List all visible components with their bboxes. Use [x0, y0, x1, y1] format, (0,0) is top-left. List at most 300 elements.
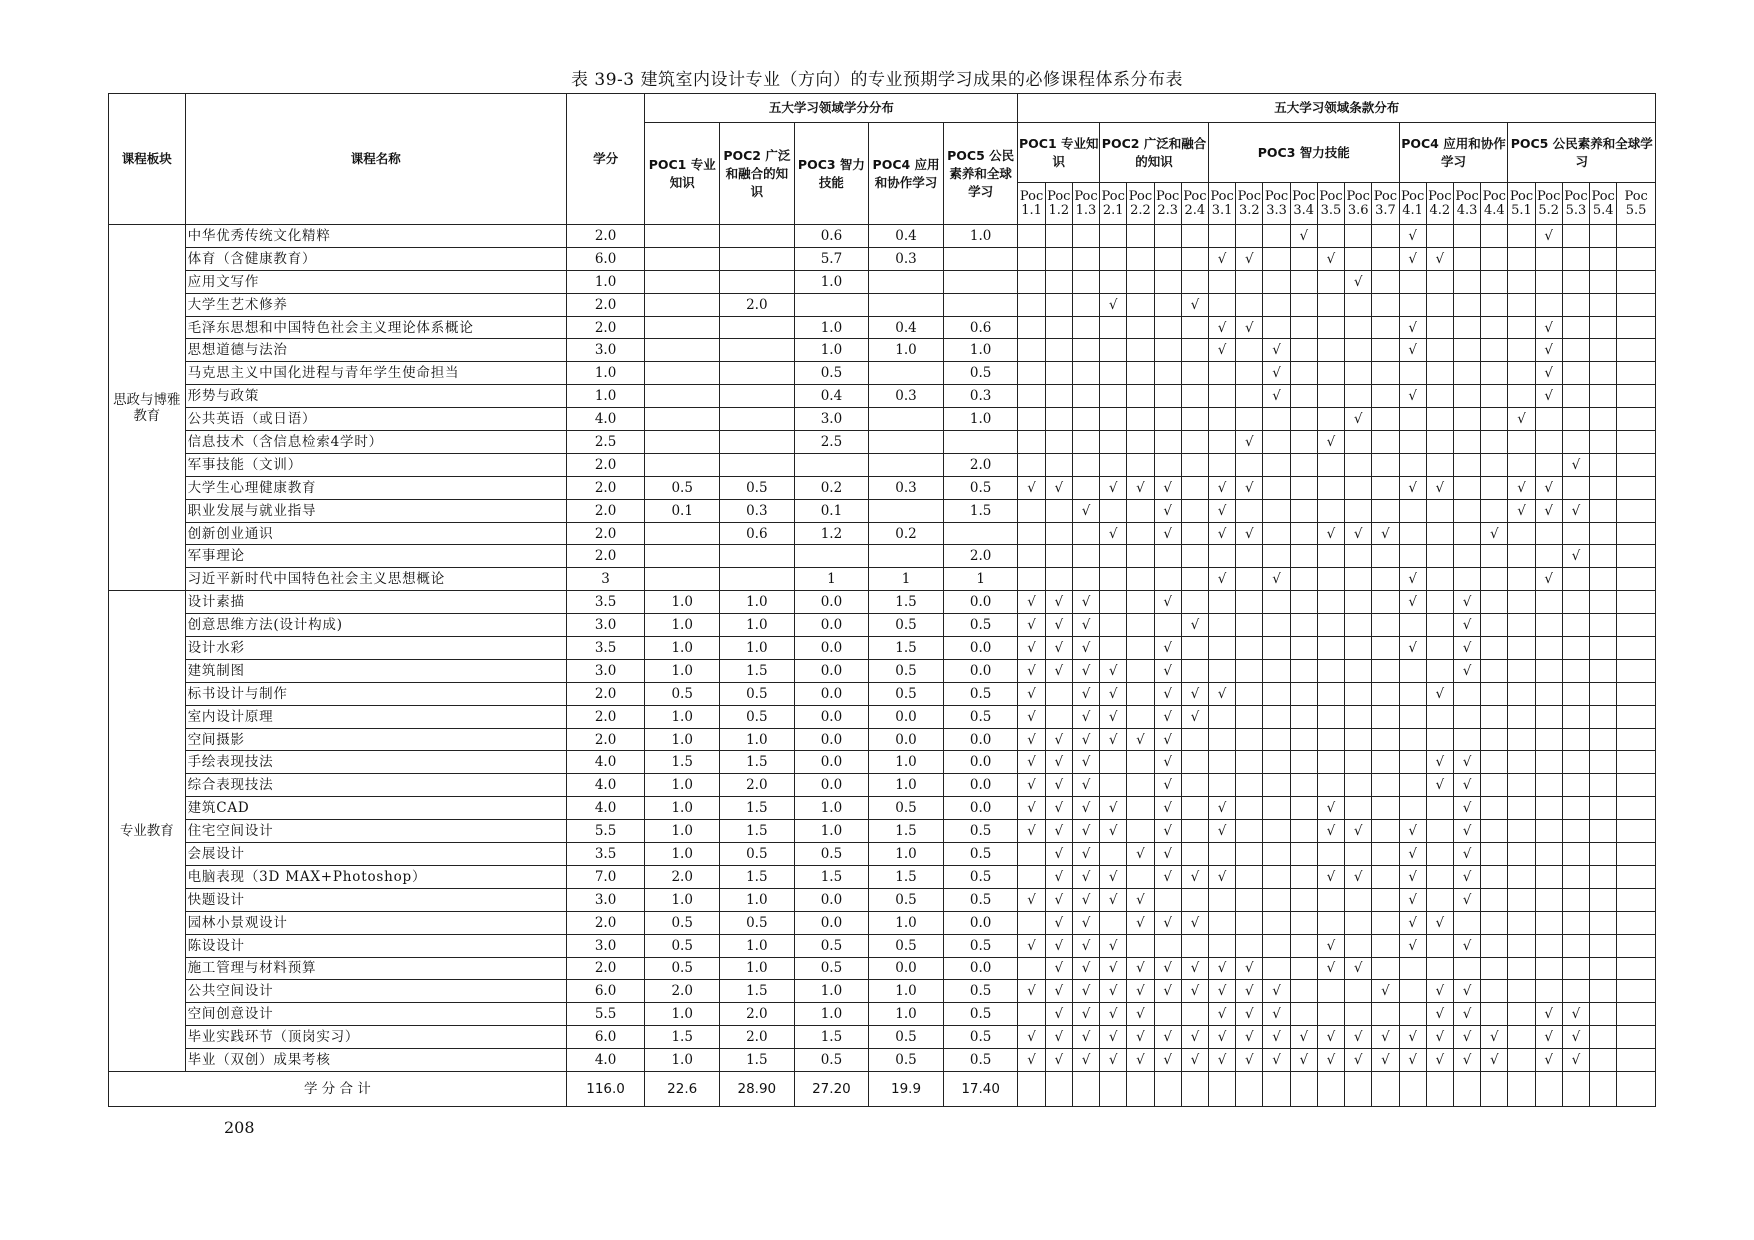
poc-cell — [1617, 453, 1656, 476]
check-mark: √ — [1045, 637, 1072, 660]
check-mark: √ — [1154, 797, 1181, 820]
check-mark: √ — [1317, 820, 1344, 843]
poc-cell — [1426, 545, 1453, 568]
poc-cell — [1345, 476, 1372, 499]
poc-cell — [1290, 316, 1317, 339]
check-mark: √ — [1535, 568, 1562, 591]
poc-cell — [1236, 499, 1263, 522]
poc-cell — [1372, 728, 1399, 751]
header-sub-poc: Poc 5.5 — [1617, 183, 1656, 225]
poc-cell — [1535, 774, 1562, 797]
poc-credit-value: 2.0 — [645, 980, 720, 1003]
check-mark: √ — [1345, 820, 1372, 843]
poc-credit-value: 1 — [869, 568, 944, 591]
check-mark: √ — [1045, 774, 1072, 797]
check-mark: √ — [1453, 843, 1480, 866]
header-sub-poc: Poc 1.2 — [1045, 183, 1072, 225]
poc-credit-value: 0.5 — [943, 614, 1018, 637]
header-credit-poc: POC5 公民素养和全球学习 — [943, 123, 1018, 225]
check-mark: √ — [1372, 980, 1399, 1003]
course-credit: 2.0 — [566, 316, 645, 339]
poc-cell — [1562, 225, 1589, 248]
table-row — [109, 225, 1656, 248]
poc-cell — [1453, 453, 1480, 476]
table-row — [109, 247, 1656, 270]
poc-cell — [1345, 728, 1372, 751]
poc-cell — [1617, 934, 1656, 957]
check-mark: √ — [1100, 820, 1127, 843]
poc-cell — [1590, 499, 1617, 522]
poc-cell — [1617, 591, 1656, 614]
poc-cell — [1072, 225, 1099, 248]
course-name: 职业发展与就业指导 — [185, 499, 566, 522]
poc-credit-value: 0.5 — [720, 911, 795, 934]
table-caption: 表 39-3 建筑室内设计专业（方向）的专业预期学习成果的必修课程体系分布表 — [571, 70, 1183, 90]
poc-credit-value: 1.5 — [720, 659, 795, 682]
check-mark: √ — [1072, 1003, 1099, 1026]
poc-cell — [1562, 728, 1589, 751]
poc-credit-value: 1.0 — [869, 1003, 944, 1026]
header-sub-poc: Poc 2.1 — [1100, 183, 1127, 225]
check-mark: √ — [1562, 499, 1589, 522]
poc-cell — [1617, 408, 1656, 431]
check-mark: √ — [1018, 774, 1045, 797]
check-mark: √ — [1208, 568, 1235, 591]
poc-cell — [1208, 385, 1235, 408]
poc-cell — [1508, 545, 1535, 568]
poc-cell — [1372, 659, 1399, 682]
poc-cell — [1045, 545, 1072, 568]
table-row — [109, 682, 1656, 705]
poc-cell — [1154, 934, 1181, 957]
total-poc-credit: 27.20 — [794, 1071, 869, 1106]
poc-cell — [1508, 385, 1535, 408]
check-mark: √ — [1453, 888, 1480, 911]
check-mark: √ — [1290, 1049, 1317, 1072]
poc-cell — [1481, 408, 1508, 431]
poc-credit-value: 0.5 — [869, 934, 944, 957]
poc-credit-value: 0.5 — [869, 1049, 944, 1072]
check-mark: √ — [1535, 476, 1562, 499]
check-mark: √ — [1399, 637, 1426, 660]
poc-cell — [1345, 682, 1372, 705]
poc-cell — [1372, 293, 1399, 316]
poc-cell — [1508, 957, 1535, 980]
check-mark: √ — [1426, 247, 1453, 270]
poc-cell — [1154, 362, 1181, 385]
poc-credit-value: 1.0 — [720, 591, 795, 614]
check-mark: √ — [1045, 820, 1072, 843]
poc-cell — [1590, 888, 1617, 911]
poc-cell — [1290, 843, 1317, 866]
poc-credit-value — [943, 522, 1018, 545]
poc-cell — [1508, 980, 1535, 1003]
course-name: 施工管理与材料预算 — [185, 957, 566, 980]
poc-cell — [1508, 888, 1535, 911]
poc-cell — [1236, 820, 1263, 843]
poc-cell — [1372, 339, 1399, 362]
poc-cell — [1018, 385, 1045, 408]
check-mark: √ — [1263, 1026, 1290, 1049]
poc-cell — [1127, 751, 1154, 774]
table-row — [109, 820, 1656, 843]
poc-credit-value: 0.2 — [794, 476, 869, 499]
course-name: 室内设计原理 — [185, 705, 566, 728]
poc-credit-value: 0.0 — [794, 911, 869, 934]
poc-cell — [1399, 408, 1426, 431]
poc-cell — [1236, 568, 1263, 591]
check-mark: √ — [1426, 682, 1453, 705]
poc-cell — [1372, 797, 1399, 820]
poc-cell — [1018, 865, 1045, 888]
poc-cell — [1535, 751, 1562, 774]
check-mark: √ — [1045, 865, 1072, 888]
poc-credit-value: 0.0 — [794, 591, 869, 614]
poc-cell — [1290, 545, 1317, 568]
poc-cell — [1290, 934, 1317, 957]
poc-cell — [1317, 385, 1344, 408]
poc-cell — [1617, 614, 1656, 637]
check-mark: √ — [1154, 843, 1181, 866]
poc-cell — [1372, 453, 1399, 476]
poc-credit-value: 0.0 — [869, 957, 944, 980]
check-mark: √ — [1018, 637, 1045, 660]
check-mark: √ — [1562, 545, 1589, 568]
poc-cell — [1127, 316, 1154, 339]
poc-cell — [1617, 293, 1656, 316]
check-mark: √ — [1045, 843, 1072, 866]
poc-cell — [1426, 385, 1453, 408]
poc-cell — [1617, 522, 1656, 545]
check-mark: √ — [1100, 522, 1127, 545]
check-mark: √ — [1317, 247, 1344, 270]
poc-cell — [1181, 499, 1208, 522]
check-mark: √ — [1127, 911, 1154, 934]
poc-cell — [1372, 591, 1399, 614]
poc-cell — [1562, 637, 1589, 660]
header-sub-poc: Poc 2.3 — [1154, 183, 1181, 225]
poc-cell — [1154, 888, 1181, 911]
poc-cell — [1317, 911, 1344, 934]
poc-cell — [1290, 270, 1317, 293]
poc-credit-value: 1.5 — [794, 1026, 869, 1049]
poc-cell — [1426, 431, 1453, 454]
check-mark: √ — [1236, 476, 1263, 499]
poc-cell — [1481, 225, 1508, 248]
poc-cell — [1399, 1003, 1426, 1026]
poc-credit-value: 1.0 — [869, 774, 944, 797]
poc-cell — [1263, 957, 1290, 980]
poc-cell — [1562, 591, 1589, 614]
header-row — [109, 94, 1656, 123]
check-mark: √ — [1453, 980, 1480, 1003]
course-name: 建筑制图 — [185, 659, 566, 682]
poc-cell — [1018, 843, 1045, 866]
poc-cell — [1426, 843, 1453, 866]
header-count-poc: POC3 智力技能 — [1208, 123, 1399, 183]
poc-cell — [1399, 774, 1426, 797]
check-mark: √ — [1426, 980, 1453, 1003]
poc-cell — [1508, 316, 1535, 339]
check-mark: √ — [1100, 1003, 1127, 1026]
poc-credit-value: 0.0 — [943, 728, 1018, 751]
poc-credit-value: 1.0 — [645, 888, 720, 911]
poc-cell — [1481, 728, 1508, 751]
poc-credit-value: 0.0 — [943, 751, 1018, 774]
poc-cell — [1535, 408, 1562, 431]
poc-cell — [1181, 751, 1208, 774]
poc-credit-value: 1.0 — [645, 614, 720, 637]
poc-cell — [1263, 431, 1290, 454]
check-mark: √ — [1100, 888, 1127, 911]
poc-cell — [1617, 316, 1656, 339]
check-mark: √ — [1045, 476, 1072, 499]
poc-credit-value: 2.0 — [720, 1026, 795, 1049]
poc-cell — [1181, 476, 1208, 499]
check-mark: √ — [1345, 865, 1372, 888]
check-mark: √ — [1208, 682, 1235, 705]
check-mark: √ — [1072, 614, 1099, 637]
page-number: 208 — [224, 1118, 255, 1137]
poc-cell — [1372, 957, 1399, 980]
poc-cell — [1562, 934, 1589, 957]
poc-cell — [1072, 545, 1099, 568]
poc-cell — [1127, 682, 1154, 705]
poc-cell — [1481, 316, 1508, 339]
poc-credit-value: 0.3 — [869, 247, 944, 270]
table-row — [109, 1003, 1656, 1026]
poc-credit-value: 0.4 — [869, 225, 944, 248]
poc-credit-value: 1.0 — [794, 820, 869, 843]
poc-cell — [1263, 408, 1290, 431]
poc-cell — [1345, 843, 1372, 866]
poc-cell — [1590, 316, 1617, 339]
poc-cell — [1590, 934, 1617, 957]
poc-credit-value: 1.0 — [869, 980, 944, 1003]
poc-credit-value: 1.0 — [794, 270, 869, 293]
table-row — [109, 705, 1656, 728]
poc-cell — [1154, 225, 1181, 248]
header-sub-poc: Poc 3.2 — [1236, 183, 1263, 225]
poc-credit-value: 1.0 — [943, 408, 1018, 431]
poc-cell — [1345, 431, 1372, 454]
poc-credit-value: 0.0 — [794, 637, 869, 660]
poc-credit-value — [720, 362, 795, 385]
poc-cell — [1617, 957, 1656, 980]
poc-cell — [1018, 293, 1045, 316]
header-sub-poc: Poc 3.1 — [1208, 183, 1235, 225]
check-mark: √ — [1535, 499, 1562, 522]
check-mark: √ — [1127, 957, 1154, 980]
poc-cell — [1372, 545, 1399, 568]
poc-cell — [1181, 637, 1208, 660]
poc-cell — [1372, 316, 1399, 339]
poc-cell — [1481, 476, 1508, 499]
poc-cell — [1263, 522, 1290, 545]
poc-cell — [1290, 820, 1317, 843]
check-mark: √ — [1045, 888, 1072, 911]
poc-cell — [1590, 431, 1617, 454]
check-mark: √ — [1426, 1026, 1453, 1049]
poc-cell — [1426, 453, 1453, 476]
poc-cell — [1345, 545, 1372, 568]
check-mark: √ — [1072, 637, 1099, 660]
course-name: 公共空间设计 — [185, 980, 566, 1003]
poc-credit-value: 1.0 — [794, 980, 869, 1003]
poc-cell — [1317, 293, 1344, 316]
poc-cell — [1236, 637, 1263, 660]
check-mark: √ — [1072, 934, 1099, 957]
poc-cell — [1481, 751, 1508, 774]
total-poc-credit: 28.90 — [720, 1071, 795, 1106]
poc-credit-value — [943, 270, 1018, 293]
poc-cell — [1453, 911, 1480, 934]
course-name: 陈设设计 — [185, 934, 566, 957]
course-name: 体育（含健康教育） — [185, 247, 566, 270]
poc-cell — [1154, 431, 1181, 454]
check-mark: √ — [1508, 499, 1535, 522]
check-mark: √ — [1208, 247, 1235, 270]
poc-cell — [1290, 408, 1317, 431]
poc-cell — [1372, 614, 1399, 637]
header-sub-poc: Poc 4.2 — [1426, 183, 1453, 225]
check-mark: √ — [1154, 682, 1181, 705]
poc-cell — [1426, 591, 1453, 614]
poc-cell — [1481, 247, 1508, 270]
course-credit: 2.0 — [566, 476, 645, 499]
poc-cell — [1481, 865, 1508, 888]
poc-credit-value: 0.5 — [869, 797, 944, 820]
poc-cell — [1290, 659, 1317, 682]
table-row — [109, 408, 1656, 431]
course-credit: 4.0 — [566, 751, 645, 774]
poc-credit-value: 0.5 — [943, 820, 1018, 843]
poc-cell — [1100, 843, 1127, 866]
poc-cell — [1345, 614, 1372, 637]
check-mark: √ — [1127, 843, 1154, 866]
check-mark: √ — [1045, 1049, 1072, 1072]
poc-credit-value: 1.5 — [943, 499, 1018, 522]
poc-credit-value: 1.0 — [645, 1003, 720, 1026]
poc-credit-value: 1.5 — [720, 1049, 795, 1072]
check-mark: √ — [1562, 1003, 1589, 1026]
check-mark: √ — [1154, 1049, 1181, 1072]
poc-credit-value — [645, 522, 720, 545]
check-mark: √ — [1072, 820, 1099, 843]
poc-cell — [1617, 568, 1656, 591]
check-mark: √ — [1208, 476, 1235, 499]
poc-cell — [1590, 614, 1617, 637]
check-mark: √ — [1100, 1049, 1127, 1072]
poc-credit-value: 0.0 — [869, 728, 944, 751]
poc-cell — [1535, 522, 1562, 545]
poc-credit-value: 1.5 — [720, 820, 795, 843]
poc-cell — [1481, 339, 1508, 362]
poc-cell — [1481, 820, 1508, 843]
poc-cell — [1208, 934, 1235, 957]
poc-cell — [1100, 362, 1127, 385]
table-row — [109, 362, 1656, 385]
poc-cell — [1317, 614, 1344, 637]
check-mark: √ — [1535, 1003, 1562, 1026]
header-sub-poc: Poc 3.4 — [1290, 183, 1317, 225]
poc-credit-value — [645, 385, 720, 408]
check-mark: √ — [1154, 980, 1181, 1003]
poc-cell — [1208, 1071, 1235, 1106]
poc-cell — [1018, 499, 1045, 522]
check-mark: √ — [1181, 1026, 1208, 1049]
poc-cell — [1236, 934, 1263, 957]
poc-credit-value: 1.0 — [720, 888, 795, 911]
poc-credit-value: 1.0 — [645, 659, 720, 682]
poc-cell — [1072, 568, 1099, 591]
poc-cell — [1508, 728, 1535, 751]
total-credit: 116.0 — [566, 1071, 645, 1106]
poc-cell — [1399, 728, 1426, 751]
poc-cell — [1453, 728, 1480, 751]
course-name: 创新创业通识 — [185, 522, 566, 545]
check-mark: √ — [1236, 1003, 1263, 1026]
poc-credit-value — [645, 225, 720, 248]
poc-cell — [1236, 774, 1263, 797]
check-mark: √ — [1290, 1026, 1317, 1049]
poc-cell — [1208, 270, 1235, 293]
poc-credit-value — [720, 545, 795, 568]
poc-cell — [1426, 293, 1453, 316]
poc-cell — [1045, 408, 1072, 431]
poc-cell — [1100, 431, 1127, 454]
poc-credit-value: 0.4 — [794, 385, 869, 408]
poc-cell — [1018, 247, 1045, 270]
poc-cell — [1508, 522, 1535, 545]
poc-credit-value: 0.3 — [869, 385, 944, 408]
check-mark: √ — [1100, 659, 1127, 682]
poc-cell — [1508, 659, 1535, 682]
header-count-poc: POC4 应用和协作学习 — [1399, 123, 1508, 183]
poc-cell — [1453, 545, 1480, 568]
poc-credit-value: 1.5 — [720, 797, 795, 820]
poc-cell — [1453, 362, 1480, 385]
poc-cell — [1372, 362, 1399, 385]
course-name: 建筑CAD — [185, 797, 566, 820]
check-mark: √ — [1154, 476, 1181, 499]
poc-cell — [1181, 408, 1208, 431]
check-mark: √ — [1072, 499, 1099, 522]
check-mark: √ — [1263, 339, 1290, 362]
check-mark: √ — [1208, 957, 1235, 980]
poc-cell — [1181, 453, 1208, 476]
poc-cell — [1127, 247, 1154, 270]
poc-credit-value: 0.0 — [794, 614, 869, 637]
course-credit: 3.0 — [566, 934, 645, 957]
table-row — [109, 431, 1656, 454]
poc-cell — [1617, 728, 1656, 751]
poc-credit-value — [720, 225, 795, 248]
poc-cell — [1181, 362, 1208, 385]
poc-cell — [1018, 522, 1045, 545]
course-name: 军事技能（文训） — [185, 453, 566, 476]
check-mark: √ — [1236, 316, 1263, 339]
check-mark: √ — [1018, 682, 1045, 705]
poc-cell — [1018, 270, 1045, 293]
check-mark: √ — [1481, 1026, 1508, 1049]
poc-cell — [1481, 453, 1508, 476]
check-mark: √ — [1453, 1026, 1480, 1049]
table-row — [109, 957, 1656, 980]
poc-cell — [1372, 705, 1399, 728]
check-mark: √ — [1018, 797, 1045, 820]
course-credit: 2.5 — [566, 431, 645, 454]
